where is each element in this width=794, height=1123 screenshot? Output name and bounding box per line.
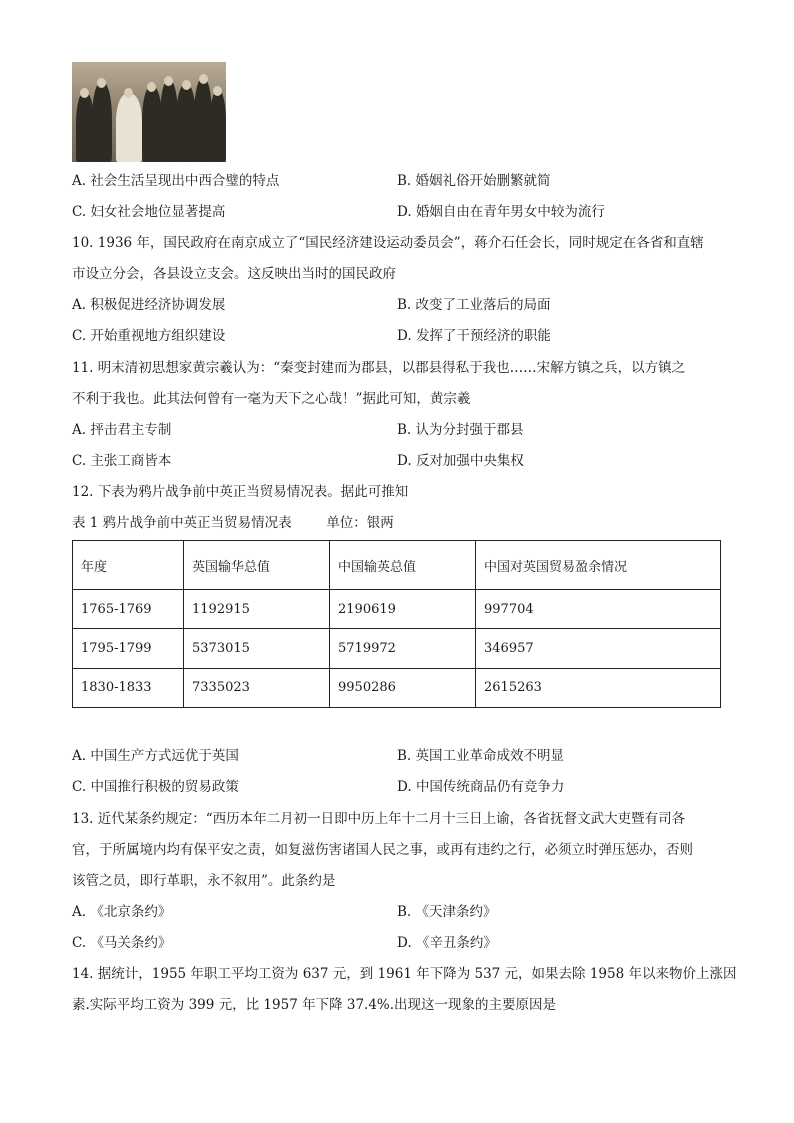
q12-option-b[interactable] bbox=[397, 746, 564, 766]
table-cell: 7335023 bbox=[184, 668, 330, 707]
q11-stem-line-2: 不利于我也。此其法何曾有一毫为天下之心哉！”据此可知，黄宗羲 bbox=[72, 391, 471, 407]
q13-stem-line-2: 官，于所属境内均有保平安之责，如复滋伤害诸国人民之事，或再有违约之行，必须立时弹压惩办，否则 bbox=[72, 842, 693, 858]
table-cell: 1765-1769 bbox=[73, 590, 184, 629]
table-header-cell: 英国输华总值 bbox=[184, 541, 330, 590]
option-text: 中国传统商品仍有竞争力 bbox=[415, 779, 565, 795]
q10-stem-line-2: 市设立分会，各县设立支会。这反映出当时的国民政府 bbox=[72, 266, 396, 282]
q11-option-c[interactable] bbox=[72, 451, 171, 471]
q13-option-c[interactable] bbox=[72, 933, 171, 953]
q9-option-a[interactable] bbox=[72, 171, 279, 191]
option-label: D. bbox=[397, 935, 412, 951]
q9-option-c[interactable] bbox=[72, 202, 225, 222]
q10-option-b[interactable] bbox=[397, 295, 551, 315]
option-label: B. bbox=[397, 748, 412, 764]
option-label: B. bbox=[397, 297, 412, 313]
option-text: 《辛丑条约》 bbox=[415, 935, 497, 951]
table-unit: 单位：银两 bbox=[326, 515, 394, 531]
option-label: A. bbox=[72, 173, 87, 189]
table-header-cell: 年度 bbox=[73, 541, 184, 590]
option-text: 英国工业革命成效不明显 bbox=[415, 748, 565, 764]
table-cell: 1830-1833 bbox=[73, 668, 184, 707]
option-text: 《马关条约》 bbox=[90, 935, 172, 951]
table-header-cell: 中国对英国贸易盈余情况 bbox=[476, 541, 721, 590]
q9-option-b[interactable] bbox=[397, 171, 551, 191]
option-label: C. bbox=[72, 779, 87, 795]
q14-stem-line-1: 14. 据统计，1955 年职工平均工资为 637 元，到 1961 年下降为 537 元，如果去除 1958 年以来物价上涨因 bbox=[72, 966, 737, 982]
option-text: 《天津条约》 bbox=[415, 904, 497, 920]
option-text: 婚姻礼俗开始删繁就简 bbox=[415, 173, 551, 189]
table-cell: 2190619 bbox=[330, 590, 476, 629]
q9-option-d[interactable] bbox=[397, 202, 605, 222]
trade-table bbox=[72, 540, 721, 708]
option-label: C. bbox=[72, 328, 87, 344]
table-cell: 1192915 bbox=[184, 590, 330, 629]
option-label: B. bbox=[397, 422, 412, 438]
option-text: 《北京条约》 bbox=[90, 904, 172, 920]
option-label: B. bbox=[397, 904, 412, 920]
option-label: B. bbox=[397, 173, 412, 189]
option-text: 开始重视地方组织建设 bbox=[90, 328, 226, 344]
table-caption: 表 1 鸦片战争前中英正当贸易情况表 bbox=[72, 515, 292, 531]
option-text: 主张工商皆本 bbox=[90, 453, 172, 469]
table-row bbox=[73, 668, 721, 707]
table-cell: 1795-1799 bbox=[73, 629, 184, 668]
option-label: D. bbox=[397, 328, 412, 344]
option-label: A. bbox=[72, 422, 87, 438]
option-text: 婚姻自由在青年男女中较为流行 bbox=[415, 204, 605, 220]
option-label: C. bbox=[72, 204, 87, 220]
table-cell: 5719972 bbox=[330, 629, 476, 668]
option-text: 反对加强中央集权 bbox=[415, 453, 524, 469]
wedding-photo bbox=[72, 62, 226, 162]
option-label: D. bbox=[397, 779, 412, 795]
table-header-row bbox=[73, 541, 721, 590]
q13-option-a[interactable] bbox=[72, 902, 171, 922]
table-row bbox=[73, 590, 721, 629]
option-text: 积极促进经济协调发展 bbox=[90, 297, 226, 313]
q11-option-a[interactable] bbox=[72, 420, 171, 440]
q10-stem-line-1: 10. 1936 年，国民政府在南京成立了“国民经济建设运动委员会”，蒋介石任会长，同时规定在各省和直辖 bbox=[72, 235, 704, 251]
q13-option-d[interactable] bbox=[397, 933, 497, 953]
q12-option-d[interactable] bbox=[397, 777, 564, 797]
q14-stem-line-2: 素.实际平均工资为 399 元，比 1957 年下降 37.4%.出现这一现象的主要原因是 bbox=[72, 997, 557, 1013]
bride-figure bbox=[116, 94, 142, 162]
table-cell: 346957 bbox=[476, 629, 721, 668]
q11-option-b[interactable] bbox=[397, 420, 524, 440]
q11-stem-line-1: 11. 明末清初思想家黄宗羲认为：“秦变封建而为郡县，以郡县得私于我也……宋解方镇之兵，以方镇之 bbox=[72, 360, 686, 376]
q13-stem-line-1: 13. 近代某条约规定：“西历本年二月初一日即中历上年十二月十三日上谕，各省抚督文武大吏暨有司各 bbox=[72, 811, 686, 827]
option-label: A. bbox=[72, 904, 87, 920]
option-label: C. bbox=[72, 453, 87, 469]
option-label: C. bbox=[72, 935, 87, 951]
table-row bbox=[73, 629, 721, 668]
table-cell: 5373015 bbox=[184, 629, 330, 668]
q12-option-c[interactable] bbox=[72, 777, 239, 797]
option-label: A. bbox=[72, 297, 87, 313]
q13-option-b[interactable] bbox=[397, 902, 497, 922]
option-text: 妇女社会地位显著提高 bbox=[90, 204, 226, 220]
option-label: A. bbox=[72, 748, 87, 764]
table-caption-line bbox=[72, 513, 394, 533]
q11-option-d[interactable] bbox=[397, 451, 524, 471]
option-text: 抨击君主专制 bbox=[90, 422, 172, 438]
table-cell: 2615263 bbox=[476, 668, 721, 707]
option-label: D. bbox=[397, 204, 412, 220]
q12-stem: 12. 下表为鸦片战争前中英正当贸易情况表。据此可推知 bbox=[72, 484, 409, 500]
option-text: 社会生活呈现出中西合璧的特点 bbox=[90, 173, 280, 189]
option-text: 中国生产方式远优于英国 bbox=[90, 748, 239, 764]
table-cell: 9950286 bbox=[330, 668, 476, 707]
q10-option-c[interactable] bbox=[72, 326, 225, 346]
table-cell: 997704 bbox=[476, 590, 721, 629]
q12-option-a[interactable] bbox=[72, 746, 239, 766]
q10-option-d[interactable] bbox=[397, 326, 551, 346]
option-label: D. bbox=[397, 453, 412, 469]
q13-stem-line-3: 该管之员，即行革职，永不叙用”。此条约是 bbox=[72, 873, 336, 889]
table-header-cell: 中国输英总值 bbox=[330, 541, 476, 590]
option-text: 认为分封强于郡县 bbox=[415, 422, 524, 438]
option-text: 中国推行积极的贸易政策 bbox=[90, 779, 239, 795]
option-text: 发挥了干预经济的职能 bbox=[415, 328, 551, 344]
option-text: 改变了工业落后的局面 bbox=[415, 297, 551, 313]
q10-option-a[interactable] bbox=[72, 295, 225, 315]
